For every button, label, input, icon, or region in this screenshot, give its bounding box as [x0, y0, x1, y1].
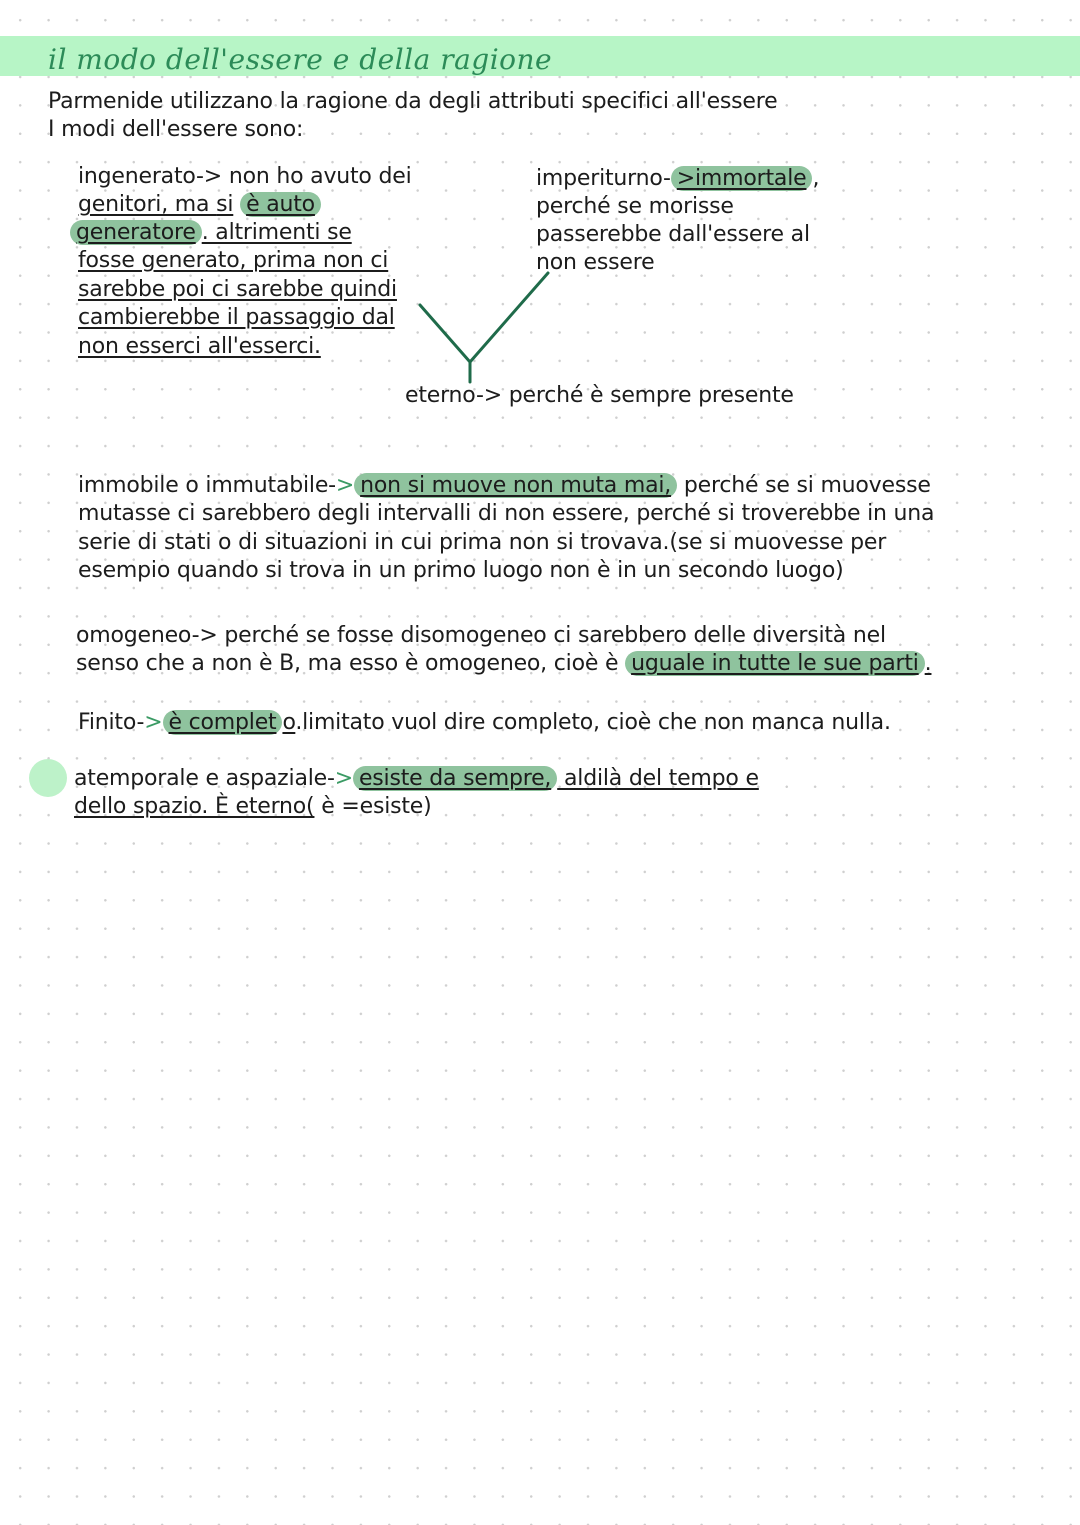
- atemporale-arrow: >: [334, 766, 353, 791]
- page-title: il modo dell'essere e della ragione: [48, 43, 553, 76]
- omogeneo-line-2: [76, 650, 931, 679]
- immobile-line-1: [78, 472, 931, 501]
- omogeneo-line-2-text: senso che a non è B, ma esso è omogeneo, cioè è: [76, 651, 626, 676]
- omogeneo-line-1: omogeneo-> perché se fosse disomogeneo ci sarebbero delle diversità nel: [76, 623, 886, 648]
- highlight-esiste-da-sempre: esiste da sempre,: [353, 766, 557, 791]
- imperiturno-line-2: perché se morisse: [536, 194, 734, 219]
- ingenerato-line-7: non esserci all'esserci.: [78, 334, 321, 359]
- ingenerato-line-6: cambierebbe il passaggio dal: [78, 305, 395, 330]
- finito-arrow: >: [144, 710, 163, 735]
- imperiturno-label: imperiturno-: [536, 166, 671, 191]
- highlight-immortale: >immortale: [671, 166, 813, 191]
- ingenerato-line-5: sarebbe poi ci sarebbe quindi: [78, 277, 397, 302]
- intro-line-1: Parmenide utilizzano la ragione da degli attributi specifici all'essere: [48, 89, 778, 114]
- immobile-arrow: >: [335, 473, 355, 498]
- atemporale-line-1: [74, 765, 759, 794]
- atemporale-line-1-rest: aldilà del tempo e: [557, 766, 759, 791]
- imperiturno-line-3: passerebbe dall'essere al: [536, 222, 810, 247]
- connector-left-branch: [420, 305, 470, 362]
- ingenerato-line-2-si: si: [216, 192, 234, 217]
- imperiturno-comma: ,: [812, 166, 820, 191]
- highlight-auto: è auto: [240, 192, 321, 217]
- ingenerato-line-2-text: genitori, ma: [78, 192, 217, 217]
- highlight-generatore: generatore: [70, 220, 202, 245]
- highlight-non-si-muove: non si muove non muta mai,: [354, 473, 677, 498]
- intro-line-2: I modi dell'essere sono:: [48, 117, 304, 142]
- ingenerato-line-1: ingenerato-> non ho avuto dei: [78, 164, 412, 189]
- immobile-line-2: mutasse ci sarebbero degli intervalli di non essere, perché si troverebbe in una: [78, 501, 935, 526]
- omogeneo-period: .: [924, 651, 932, 676]
- imperiturno-line-4: non essere: [536, 250, 655, 275]
- atemporale-label: atemporale e aspaziale-: [74, 766, 335, 791]
- atemporale-line-2-rest: è =esiste): [314, 794, 432, 819]
- immobile-line-1-rest: perché se si muovesse: [677, 473, 931, 498]
- ingenerato-line-4: fosse generato, prima non ci: [78, 248, 389, 273]
- ingenerato-line-3-text: . altrimenti se: [201, 220, 352, 245]
- atemporale-line-2: [74, 793, 432, 822]
- eterno-line: eterno-> perché è sempre presente: [405, 383, 794, 408]
- finito-rest: .limitato vuol dire completo, cioè che non manca nulla.: [295, 710, 891, 735]
- connector-right-branch: [470, 273, 548, 362]
- highlight-completo: è complet: [163, 710, 283, 735]
- highlight-uguale: uguale in tutte le sue parti: [625, 651, 925, 676]
- atemporale-line-2-text: dello spazio. È eterno(: [74, 794, 315, 819]
- immobile-line-3: serie di stati o di situazioni in cui prima non si trovava.(se si muovesse per: [78, 530, 887, 555]
- bullet-dot: [29, 759, 67, 797]
- immobile-line-4: esempio quando si trova in un primo luogo non è in un secondo luogo): [78, 558, 844, 583]
- finito-label: Finito-: [78, 710, 145, 735]
- immobile-label: immobile o immutabile-: [78, 473, 336, 498]
- finito-line: [78, 709, 891, 738]
- finito-o: o: [282, 710, 296, 735]
